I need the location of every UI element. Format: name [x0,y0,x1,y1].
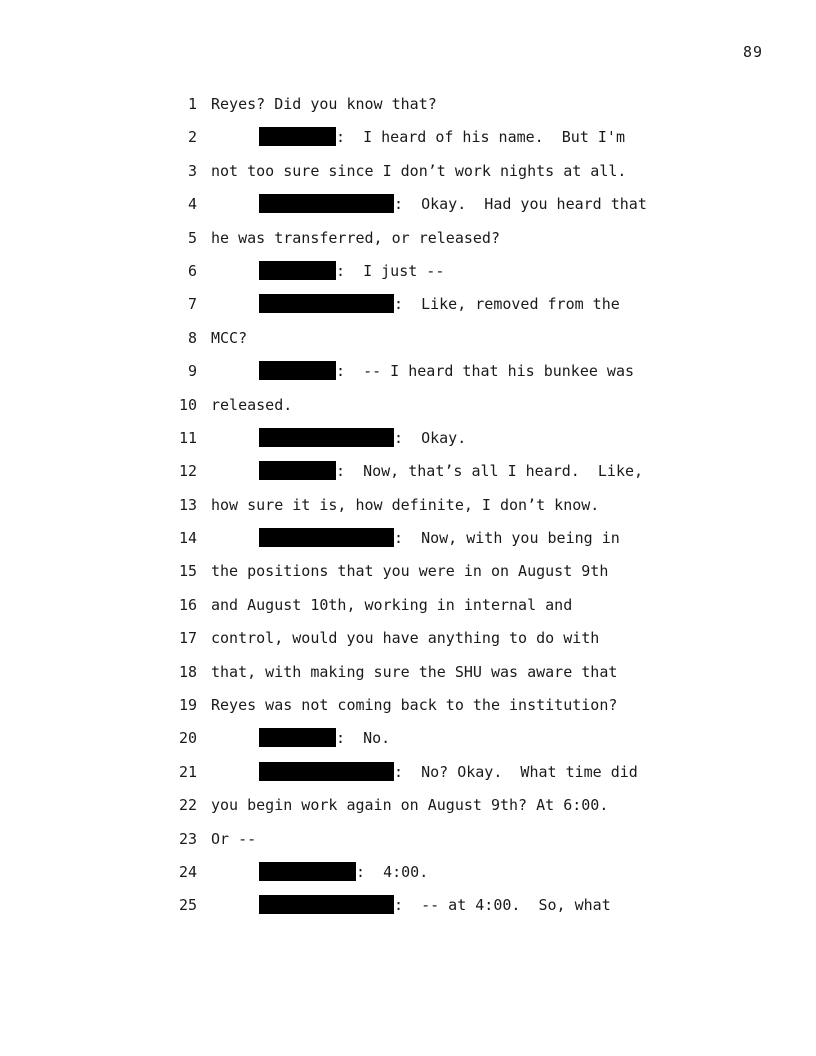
line-text [211,693,617,717]
redaction-block [259,194,394,213]
line-number: 17 [178,629,197,648]
transcript-line [0,159,816,192]
redaction-block [259,862,356,881]
line-content: : Now, with you being in [394,529,620,548]
page-number: 89 [742,43,763,61]
line-number: 18 [178,662,197,681]
transcript-lines [0,92,816,927]
line-text [211,793,608,817]
transcript-line [0,559,816,592]
line-text [259,192,647,216]
transcript-line [0,526,816,559]
line-number: 19 [178,696,197,715]
line-number: 21 [178,762,197,781]
line-number: 16 [178,595,197,614]
line-text [211,393,292,417]
line-content: : Okay. Had you heard that [394,195,647,214]
line-number: 8 [187,328,197,347]
transcript-line [0,426,816,459]
line-text [259,125,625,149]
line-text [259,292,620,316]
line-content: how sure it is, how definite, I don’t know. [211,495,600,514]
line-number: 24 [178,862,197,881]
line-text [259,726,390,750]
line-content: and August 10th, working in internal and [211,595,573,614]
redaction-block [259,895,394,914]
line-content: he was transferred, or released? [211,228,500,247]
line-content: : -- I heard that his bunkee was [336,362,635,381]
transcript-line [0,793,816,826]
line-number: 9 [187,362,197,381]
line-number: 11 [178,428,197,447]
line-content: MCC? [211,328,248,347]
line-text [211,226,500,250]
line-text [211,92,437,116]
line-number: 25 [178,896,197,915]
line-number: 12 [178,462,197,481]
line-text [211,660,617,684]
transcript-line [0,226,816,259]
transcript-line [0,259,816,292]
line-text [211,559,608,583]
transcript-line [0,660,816,693]
line-number: 5 [187,228,197,247]
transcript-line [0,893,816,926]
line-content: Reyes was not coming back to the institution? [211,696,618,715]
line-content: : 4:00. [356,862,429,881]
line-content: : No. [336,729,391,748]
line-number: 7 [187,295,197,314]
line-number: 22 [178,796,197,815]
line-content: : Now, that’s all I heard. Like, [336,462,644,481]
transcript-line [0,593,816,626]
line-text [211,626,599,650]
line-number: 10 [178,395,197,414]
line-text [259,893,611,917]
line-content: Reyes? Did you know that? [211,95,437,113]
transcript-line [0,726,816,759]
transcript-line [0,359,816,392]
transcript-line [0,693,816,726]
line-number: 4 [187,195,197,214]
redaction-block [259,528,394,547]
line-content: : I just -- [336,261,445,280]
line-text [211,827,256,851]
line-text [211,593,572,617]
line-text [259,526,620,550]
line-text [211,493,599,517]
transcript-line [0,292,816,325]
transcript-line [0,326,816,359]
line-number: 23 [178,829,197,848]
line-text [259,259,444,283]
redaction-block [259,294,394,313]
redaction-block [259,127,336,146]
line-content: released. [211,395,293,414]
redaction-block [259,428,394,447]
line-number: 3 [187,161,197,180]
redaction-block [259,261,336,280]
redaction-block [259,762,394,781]
line-content: : I heard of his name. But I'm [336,128,625,147]
line-content: : No? Okay. What time did [394,762,638,781]
line-text [211,326,247,350]
line-number: 15 [178,562,197,581]
line-number: 14 [178,529,197,548]
line-text [259,426,466,450]
redaction-block [259,361,336,380]
line-text [259,459,643,483]
line-content: Or -- [211,829,257,848]
transcript-line [0,125,816,158]
transcript-line [0,92,816,125]
line-text [211,159,626,183]
transcript-line [0,760,816,793]
transcript-line [0,192,816,225]
transcript-line [0,827,816,860]
redaction-block [259,728,336,747]
line-number: 6 [187,261,197,280]
line-text [259,860,428,884]
line-content: : -- at 4:00. So, what [394,896,611,915]
line-content: that, with making sure the SHU was aware that [211,662,618,681]
transcript-line [0,493,816,526]
line-content: control, would you have anything to do with [211,629,600,648]
line-number: 2 [187,128,197,147]
redaction-block [259,461,336,480]
line-number: 13 [178,495,197,514]
line-text [259,760,638,784]
transcript-line [0,459,816,492]
line-content: : Like, removed from the [394,295,620,314]
line-number: 20 [178,729,197,748]
line-content: not too sure since I don’t work nights at all. [211,161,627,180]
transcript-line [0,393,816,426]
line-content: : Okay. [394,428,467,447]
transcript-line [0,860,816,893]
transcript-line [0,626,816,659]
line-text [259,359,634,383]
line-content: the positions that you were in on August 9th [211,562,609,581]
line-number: 1 [187,95,197,113]
line-content: you begin work again on August 9th? At 6:00. [211,796,609,815]
